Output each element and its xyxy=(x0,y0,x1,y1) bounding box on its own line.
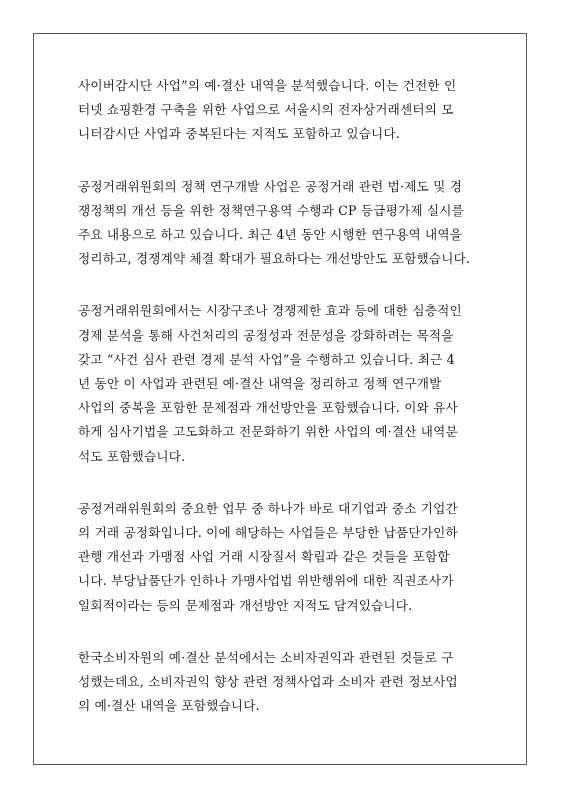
text-line: 터넷 쇼핑환경 구축을 위한 사업으로 서울시의 전자상거래센터의 모 xyxy=(78,102,454,118)
paragraph-fair-trade xyxy=(78,497,490,618)
paragraph-policy-research xyxy=(78,175,490,272)
paragraph-economic-analysis xyxy=(78,299,490,468)
text-line: 경제 분석을 통해 사건처리의 공정성과 전문성을 강화하려는 목적을 xyxy=(78,327,454,343)
text-line: 일회적이라는 등의 문제점과 개선방안 지적도 담겨있습니다. xyxy=(78,597,413,613)
text-line: 니다. 부당납품단가 인하나 가맹사업법 위반행위에 대한 직권조사가 xyxy=(78,573,454,589)
text-line: 주요 내용으로 하고 있습니다. 최근 4년 동안 시행한 연구용역 내역을 xyxy=(78,227,463,243)
text-line: 니터감시단 사업과 중복된다는 지적도 포함하고 있습니다. xyxy=(78,126,400,142)
text-line: 쟁정책의 개선 등을 위한 정책연구용역 수행과 CP 등급평가제 실시를 xyxy=(78,202,465,218)
paragraph-consumer-agency xyxy=(78,646,490,719)
text-line: 년 동안 이 사업과 관련된 예·결산 내역을 정리하고 정책 연구개발 xyxy=(78,376,442,392)
text-line: 사이버감시단 사업”의 예·결산 내역을 분석했습니다. 이는 건전한 인 xyxy=(78,78,457,93)
text-line: 한국소비자원의 예·결산 분석에서는 소비자권익과 관련된 것들로 구 xyxy=(78,649,454,665)
document-body xyxy=(78,74,490,746)
text-line: 의 거래 공정화입니다. 이에 해당하는 사업들은 부당한 납품단가인하 xyxy=(78,525,458,541)
text-line: 사업의 중복을 포함한 문제점과 개선방안을 포함했습니다. 이와 유사 xyxy=(78,400,458,416)
text-line: 석도 포함했습니다. xyxy=(78,448,186,464)
text-line: 의 예·결산 내역을 포함했습니다. xyxy=(78,698,260,714)
text-line: 하게 심사기법을 고도화하고 전문화하기 위한 사업의 예·결산 내역분 xyxy=(78,424,458,440)
text-line: 정리하고, 경쟁계약 체결 확대가 필요하다는 개선방안도 포함했습니다. xyxy=(78,251,471,267)
text-line: 공정거래위원회의 중요한 업무 중 하나가 바로 대기업과 중소 기업간 xyxy=(78,500,458,516)
text-line: 공정거래위원회에서는 시장구조나 경쟁제한 효과 등에 대한 심층적인 xyxy=(78,303,462,319)
text-line: 공정거래위원회의 정책 연구개발 사업은 공정거래 관련 법·제도 및 경 xyxy=(78,178,463,194)
text-line: 관행 개선과 가맹점 사업 거래 시장질서 확립과 같은 것들을 포함합 xyxy=(78,549,450,565)
text-line: 갖고 “사건 심사 관련 경제 분석 사업”을 수행하고 있습니다. 최근 4 xyxy=(78,351,455,367)
text-line: 성했는데요, 소비자권익 향상 관련 정책사업과 소비자 관련 정보사업 xyxy=(78,674,458,690)
paragraph-cyber-monitoring xyxy=(78,74,490,147)
